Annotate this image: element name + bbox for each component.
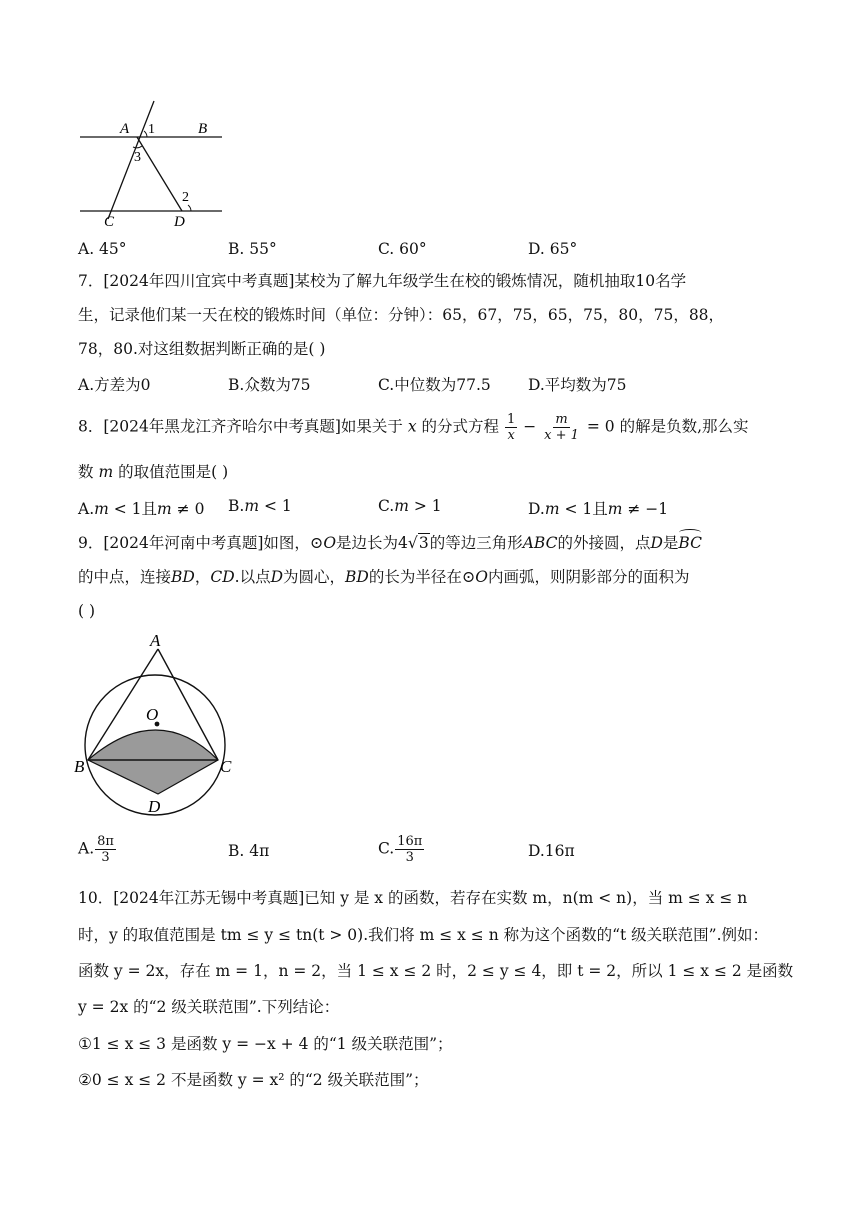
- q8-optC-m: m: [394, 497, 409, 515]
- q9-option-c[interactable]: [378, 834, 425, 865]
- q8-fraction-2: [542, 412, 581, 443]
- q8-optB-pre: B.: [228, 497, 245, 515]
- q8-optA-mid: < 1且: [108, 500, 158, 518]
- q9-cd: CD: [210, 568, 235, 586]
- q8-optA-post: ≠ 0: [171, 500, 205, 518]
- q9-option-b[interactable]: B. 4π: [228, 842, 270, 860]
- q9-line-2: [78, 566, 690, 588]
- q10-line-3: 函数 y = 2x，存在 m = 1，n = 2，当 1 ≤ x ≤ 2 时，2 ≤ y ≤ 4，即 t = 2，所以 1 ≤ x ≤ 2 是函数: [78, 962, 794, 980]
- q7-option-c[interactable]: C.中位数为77.5: [378, 376, 491, 394]
- q8-optD-m1: m: [544, 500, 560, 518]
- q9-option-a[interactable]: [78, 834, 117, 865]
- q8-minus: −: [523, 417, 537, 436]
- q8-optA-m1: m: [94, 500, 109, 518]
- q9-optA-frac: [95, 834, 116, 865]
- q9-optC-den: 3: [405, 850, 414, 865]
- q8-line-2: [78, 461, 228, 483]
- segment-ad: [137, 137, 182, 211]
- q7-option-a[interactable]: A.方差为0: [78, 376, 151, 394]
- q8-var-m: m: [98, 463, 114, 481]
- q9-option-d[interactable]: D.16π: [528, 842, 575, 860]
- q7-option-b[interactable]: B.众数为75: [228, 376, 311, 394]
- q10-line-1: 10．[2024年江苏无锡中考真题]已知 y 是 x 的函数，若存在实数 m，n(m < n)，当 m ≤ x ≤ n: [78, 889, 748, 907]
- q9-l2c: 为圆心，: [283, 568, 346, 586]
- q9-optA-num: 8π: [97, 834, 114, 849]
- circle-figure: [70, 628, 250, 820]
- q8-f1-den: x: [507, 428, 515, 443]
- q10-line-6: ②0 ≤ x ≤ 2 不是函数 y = x² 的“2 级关联范围”；: [78, 1071, 429, 1089]
- q9-l1e: 是: [662, 534, 679, 552]
- q10-line-4: y = 2x 的“2 级关联范围”.下列结论：: [78, 998, 340, 1016]
- q9-odot-1: ⊙: [309, 533, 324, 552]
- q9-bd-2: BD: [345, 568, 369, 586]
- q10-line-2: 时，y 的取值范围是 tm ≤ y ≤ tn(t > 0).我们将 m ≤ x ≤ n 称为这个函数的“t 级关联范围”.例如：: [78, 926, 769, 944]
- q9-d-1: D: [650, 534, 663, 552]
- q9-optC-frac: [395, 834, 424, 865]
- q9-arc-bc: BC: [678, 534, 702, 552]
- q9-l1c: 的等边三角形: [429, 534, 523, 552]
- q8-optC-pre: C.: [378, 497, 395, 515]
- q9-l2b: .以点: [234, 568, 271, 586]
- parallel-lines-figure: [70, 95, 240, 235]
- fig9-label-b: B: [74, 757, 85, 776]
- q8-line-1: [78, 412, 749, 443]
- q8-option-b[interactable]: [228, 497, 292, 515]
- fig9-label-c: C: [220, 757, 232, 776]
- q9-abc: ABC: [522, 534, 558, 552]
- q8-f1-num: 1: [506, 412, 516, 427]
- q6-option-a[interactable]: A. 45°: [78, 240, 127, 258]
- q9-optC-num: 16π: [397, 834, 423, 849]
- q8-l2a: 数: [78, 463, 94, 481]
- q9-l1b: 是边长为: [336, 534, 399, 552]
- q8-optD-m2: m: [607, 500, 623, 518]
- q8-prefix: 8．[2024年黑龙江齐齐哈尔中考真题]如果关于: [78, 417, 403, 436]
- q8-optD-pre: D.: [528, 500, 545, 518]
- q9-line-3: ( ): [78, 602, 96, 620]
- q8-optD-mid: < 1且: [559, 500, 608, 518]
- q9-sqrt-3: 3: [418, 534, 429, 552]
- q9-o-1: O: [323, 534, 337, 552]
- q9-optA-den: 3: [101, 850, 110, 865]
- fig9-label-d: D: [148, 797, 161, 816]
- q8-fraction-1: [505, 412, 517, 443]
- q8-optB-post: < 1: [259, 497, 292, 515]
- q9-l2a: 的中点，连接: [78, 568, 172, 586]
- q7-line-1: 7．[2024年四川宜宾中考真题]某校为了解九年级学生在校的锻炼情况，随机抽取10名学: [78, 272, 687, 290]
- q8-eq0: = 0: [586, 417, 615, 436]
- transversal-line: [108, 101, 154, 219]
- label-b: B: [198, 121, 208, 137]
- q8-var-x: x: [407, 417, 417, 436]
- q8-optA-m2: m: [157, 500, 172, 518]
- q8-mid: 的分式方程: [421, 417, 500, 436]
- q9-four: 4: [398, 534, 408, 552]
- angle-3-arc: [133, 146, 142, 148]
- angle-2-arc: [188, 205, 191, 211]
- q6-option-c[interactable]: C. 60°: [378, 240, 427, 258]
- label-a: A: [120, 121, 130, 137]
- q9-optC-pre: C.: [378, 839, 395, 858]
- q8-f2-num: m: [555, 412, 568, 427]
- q7-line-3: 78，80.对这组数据判断正确的是( ): [78, 340, 326, 358]
- q7-line-2: 生，记录他们某一天在校的锻炼时间（单位：分钟）：65，67，75，65，75，80，75，88，: [78, 306, 725, 324]
- q8-f2-den: x + 1: [544, 428, 579, 443]
- q9-comma: ，: [194, 568, 211, 586]
- label-c: C: [104, 214, 115, 230]
- label-2: 2: [182, 190, 189, 205]
- q8-option-c[interactable]: [378, 497, 442, 515]
- q9-odot-2: ⊙: [461, 567, 476, 586]
- q6-option-d[interactable]: D. 65°: [528, 240, 578, 258]
- label-d: D: [174, 214, 185, 230]
- q9-l2d: 的长为半径在: [368, 568, 462, 586]
- q9-d-2: D: [270, 568, 284, 586]
- q10-line-5: ①1 ≤ x ≤ 3 是函数 y = −x + 4 的“1 级关联范围”；: [78, 1035, 453, 1053]
- shaded-region: [88, 730, 218, 794]
- q9-l1d: 的外接圆，点: [557, 534, 651, 552]
- fig9-label-a: A: [150, 631, 161, 650]
- q9-l1a: 9．[2024年河南中考真题]如图，: [78, 534, 310, 552]
- q6-option-b[interactable]: B. 55°: [228, 240, 277, 258]
- label-1: 1: [148, 122, 155, 137]
- q8-option-a[interactable]: [78, 497, 204, 519]
- q9-sqrt-sign: √: [407, 534, 418, 552]
- q9-bd-1: BD: [171, 568, 195, 586]
- angle-1-arc: [144, 131, 147, 137]
- q8-l2b: 的取值范围是( ): [118, 463, 229, 481]
- q9-o-2: O: [475, 568, 489, 586]
- q8-optB-m: m: [244, 497, 260, 515]
- q9-line-1: [78, 532, 702, 554]
- q9-l2e: 内画弧，则阴影部分的面积为: [488, 568, 690, 586]
- q8-optD-post: ≠ −1: [622, 500, 669, 518]
- q8-suffix: 的解是负数,那么实: [619, 417, 749, 436]
- q8-optA-pre: A.: [78, 500, 95, 518]
- q9-optA-pre: A.: [78, 839, 95, 858]
- q7-option-d[interactable]: D.平均数为75: [528, 376, 627, 394]
- label-3: 3: [134, 150, 141, 165]
- q8-optC-post: > 1: [408, 497, 442, 515]
- q8-option-d[interactable]: [528, 497, 668, 519]
- fig9-label-o: O: [146, 705, 159, 724]
